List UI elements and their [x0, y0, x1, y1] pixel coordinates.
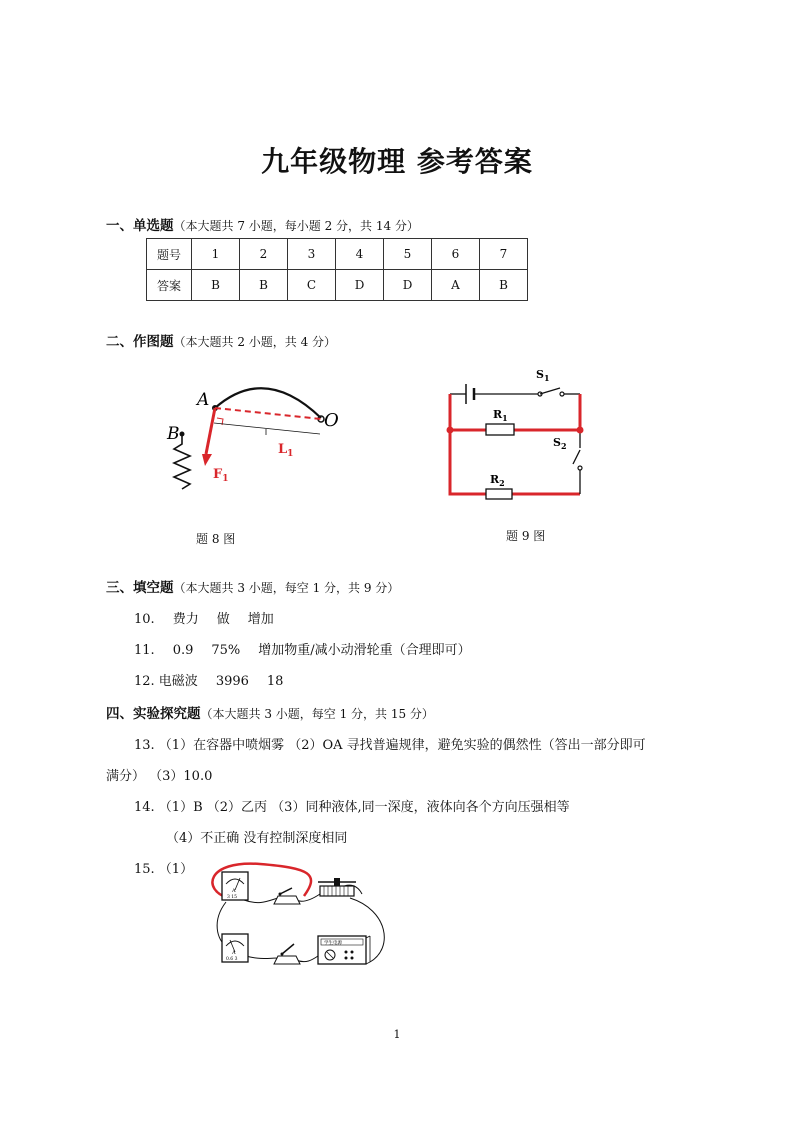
section-heading-choice — [106, 214, 419, 234]
ammeter-top — [222, 872, 248, 900]
label-o: O — [324, 410, 339, 431]
answer-q11: 11. 0.9 75% 增加物重/减小动滑轮重（合理即可） — [134, 643, 471, 658]
extension-dashed-line — [215, 408, 321, 419]
table-cell: D — [384, 270, 432, 301]
arm-brace — [214, 423, 320, 434]
label-l1: $L_1$ — [278, 442, 294, 459]
svg-text:3 15: 3 15 — [227, 895, 238, 900]
force-f1-arrowhead — [202, 454, 212, 466]
answer-q15: 15. （1） — [134, 862, 194, 877]
answer-q14-line2: （4）不正确 没有控制深度相同 — [166, 831, 348, 846]
answer-q10: 10. 费力 做 增加 — [134, 612, 274, 627]
answer-q13-line2: 满分） （3）10.0 — [106, 769, 213, 784]
section-note: （本大题共 7 小题，每小题 2 分，共 14 分） — [173, 219, 419, 233]
section-note: （本大题共 2 小题，共 4 分） — [173, 335, 337, 349]
label-s2: $S_2$ — [553, 436, 567, 451]
svg-text:A: A — [232, 888, 236, 894]
figure-15-apparatus — [200, 860, 400, 974]
table-cell: B — [480, 270, 528, 301]
section-title: 二、作图题 — [106, 334, 174, 350]
switch-s2 — [573, 450, 580, 464]
switch-s1 — [540, 388, 560, 394]
power-supply — [318, 936, 370, 964]
table-cell: 4 — [336, 239, 384, 270]
section-heading-fill — [106, 576, 399, 596]
label-f1: $F_1$ — [213, 467, 229, 484]
figure-9-caption: 题 9 图 — [506, 529, 546, 543]
table-cell: 6 — [432, 239, 480, 270]
section-note: （本大题共 3 小题，每空 1 分，共 9 分） — [173, 581, 400, 595]
section-heading-experiment — [106, 702, 434, 722]
section-title: 四、实验探究题 — [106, 706, 201, 722]
label-r2: $R_2$ — [490, 473, 505, 488]
section-note: （本大题共 3 小题，每空 1 分，共 15 分） — [200, 707, 434, 721]
junction — [447, 427, 454, 434]
page-number: 1 — [393, 1028, 401, 1041]
table-cell: 2 — [240, 239, 288, 270]
junction — [577, 427, 584, 434]
switch-top — [274, 888, 300, 904]
table-cell: 3 — [288, 239, 336, 270]
table-cell: 7 — [480, 239, 528, 270]
resistor-r1 — [486, 424, 514, 435]
table-cell: 5 — [384, 239, 432, 270]
label-s1: $S_1$ — [536, 368, 550, 383]
table-row — [147, 239, 528, 270]
figure-8-lever — [160, 378, 360, 500]
section-title: 一、单选题 — [106, 218, 174, 234]
resistor-r2 — [486, 489, 512, 499]
table-row — [147, 270, 528, 301]
svg-text:学生电源: 学生电源 — [324, 941, 342, 946]
answer-table — [146, 238, 528, 301]
figure-8-caption: 题 8 图 — [196, 532, 236, 546]
label-a: A — [197, 390, 210, 410]
table-cell: 题号 — [147, 239, 192, 270]
answer-q13-line1: 13. （1）在容器中喷烟雾 （2）OA 寻找普遍规律，避免实验的偶然性（答出一部分即可 — [134, 738, 646, 753]
table-cell: B — [192, 270, 240, 301]
table-cell: C — [288, 270, 336, 301]
svg-text:A: A — [232, 950, 236, 956]
answer-q14-line1: 14. （1）B （2）乙丙 （3）同种液体,同一深度，液体向各个方向压强相等 — [134, 800, 570, 815]
table-cell: B — [240, 270, 288, 301]
rheostat — [318, 878, 356, 896]
table-cell: A — [432, 270, 480, 301]
ammeter-bottom — [222, 934, 248, 962]
answer-q12: 12. 电磁波 3996 18 — [134, 674, 284, 689]
switch-bottom — [274, 944, 300, 964]
force-f1-arrow — [206, 408, 215, 454]
section-heading-drawing — [106, 330, 336, 350]
svg-text:0.6 3: 0.6 3 — [226, 957, 238, 962]
label-r1: $R_1$ — [493, 408, 508, 423]
table-cell: 1 — [192, 239, 240, 270]
section-title: 三、填空题 — [106, 580, 174, 596]
table-cell: D — [336, 270, 384, 301]
page-title: 九年级物理 参考答案 — [261, 145, 533, 178]
table-cell: 答案 — [147, 270, 192, 301]
label-b: B — [167, 424, 180, 444]
figure-9-circuit — [436, 358, 596, 500]
